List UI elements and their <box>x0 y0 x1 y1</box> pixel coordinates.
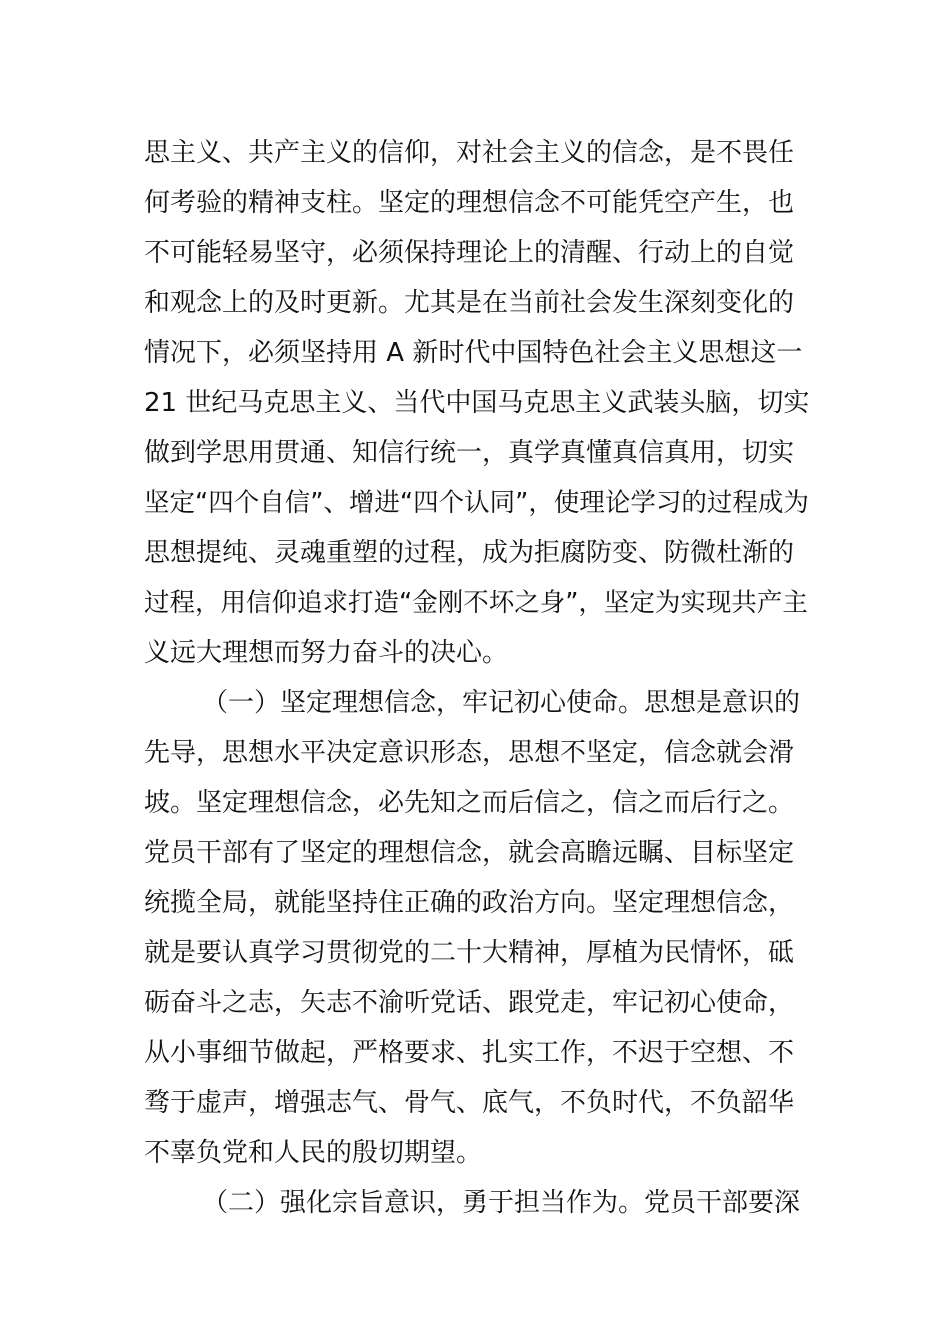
text-line: 何考验的精神支柱。坚定的理想信念不可能凭空产生，也 <box>144 188 795 218</box>
text-line: 做到学思用贯通、知信行统一，真学真懂真信真用，切实 <box>144 438 795 468</box>
text-line: 思想提纯、灵魂重塑的过程，成为拒腐防变、防微杜渐的 <box>144 538 795 568</box>
text-line: 坚定“四个自信”、增进“四个认同”，使理论学习的过程成为 <box>144 488 809 518</box>
text-line: 义远大理想而努力奋斗的决心。 <box>144 638 509 668</box>
text-line: 砺奋斗之志，矢志不渝听党话、跟党走，牢记初心使命， <box>144 988 795 1018</box>
text-line: 和观念上的及时更新。尤其是在当前社会发生深刻变化的 <box>144 288 795 318</box>
text-line: 就是要认真学习贯彻党的二十大精神，厚植为民情怀，砥 <box>144 938 795 968</box>
text-line: 过程，用信仰追求打造“金刚不坏之身”，坚定为实现共产主 <box>144 588 808 618</box>
text-line: 坡。坚定理想信念，必先知之而后信之，信之而后行之。 <box>144 788 795 818</box>
text-line: 从小事细节做起，严格要求、扎实工作，不迟于空想、不 <box>144 1038 795 1068</box>
text-line: 21 世纪马克思主义、当代中国马克思主义武装头脑，切实 <box>144 388 810 418</box>
section-heading-line: （一）坚定理想信念，牢记初心使命。思想是意识的 <box>202 688 801 718</box>
text-line: 思主义、共产主义的信仰，对社会主义的信念，是不畏任 <box>144 138 795 168</box>
section-heading-line: （二）强化宗旨意识，勇于担当作为。党员干部要深 <box>202 1188 801 1218</box>
text-line: 不辜负党和人民的殷切期望。 <box>144 1138 483 1168</box>
text-line: 情况下，必须坚持用 A 新时代中国特色社会主义思想这一 <box>144 338 803 368</box>
text-line: 党员干部有了坚定的理想信念，就会高瞻远瞩、目标坚定 <box>144 838 795 868</box>
text-line: 骛于虚声，增强志气、骨气、底气，不负时代，不负韶华 <box>144 1088 795 1118</box>
body-text <box>144 128 814 1228</box>
text-line: 统揽全局，就能坚持住正确的政治方向。坚定理想信念， <box>144 888 795 918</box>
text-line: 先导，思想水平决定意识形态，思想不坚定，信念就会滑 <box>144 738 795 768</box>
text-line: 不可能轻易坚守，必须保持理论上的清醒、行动上的自觉 <box>144 238 795 268</box>
